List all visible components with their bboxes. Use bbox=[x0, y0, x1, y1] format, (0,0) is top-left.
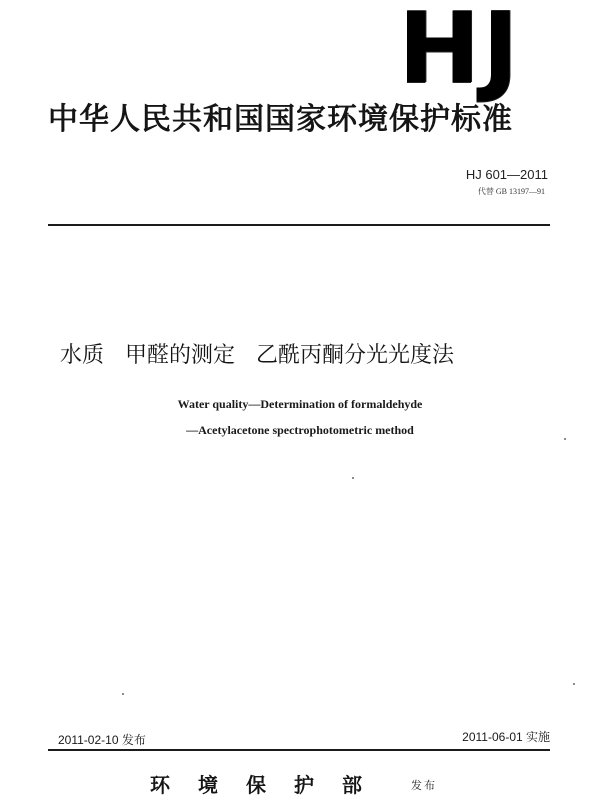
scan-speck bbox=[564, 438, 566, 440]
implementation-date: 2011-06-01 实施 bbox=[462, 730, 550, 744]
issuing-authority: 环境保护部 bbox=[150, 773, 390, 797]
scan-speck bbox=[122, 693, 124, 695]
issue-date: 2011-02-10 发布 bbox=[58, 733, 146, 747]
standard-category-title: 中华人民共和国国家环境保护标准 bbox=[48, 102, 513, 137]
header-divider bbox=[48, 224, 550, 226]
replaces-standard: 代替 GB 13197—91 bbox=[477, 187, 545, 196]
scan-speck bbox=[352, 477, 354, 479]
issuing-authority-suffix: 发布 bbox=[411, 779, 437, 792]
hj-logo: HJ bbox=[398, 0, 521, 106]
document-title-english-line1: Water quality—Determination of formaldehyde bbox=[177, 397, 423, 411]
standard-code: HJ 601—2011 bbox=[465, 167, 548, 182]
footer-divider bbox=[48, 749, 550, 751]
scan-speck bbox=[573, 683, 575, 685]
document-title-chinese: 水质 甲醛的测定 乙酰丙酮分光光度法 bbox=[60, 343, 454, 368]
document-title-english-line2: —Acetylacetone spectrophotometric method bbox=[186, 423, 414, 437]
